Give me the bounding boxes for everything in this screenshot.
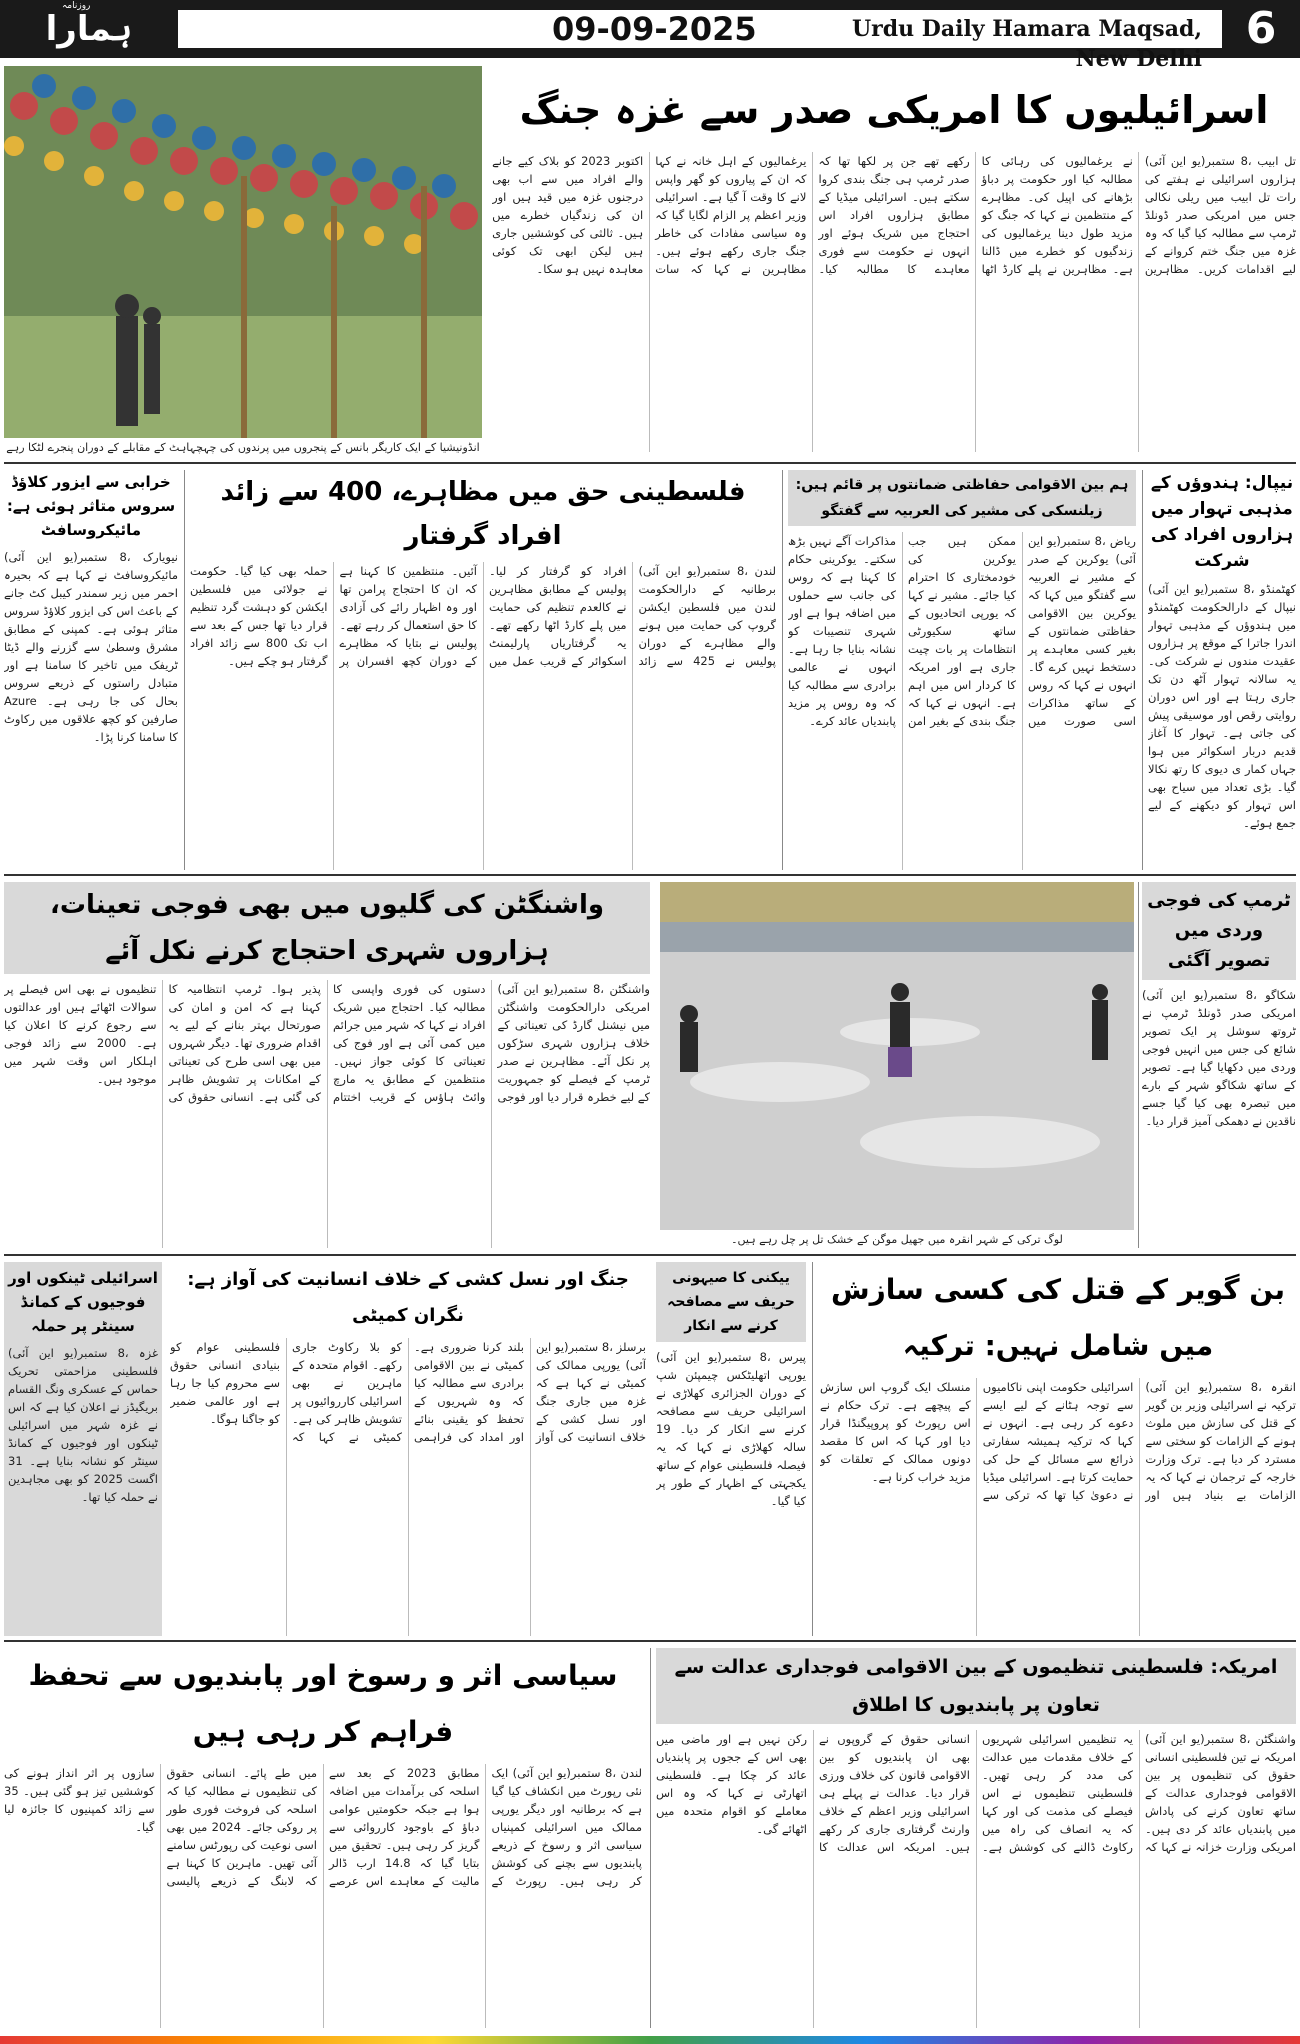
logo-block (0, 0, 178, 58)
nepal-body: کھٹمنڈو ،8 ستمبر(یو این آئی) نیپال کے دارالحکومت کھٹمنڈو میں ہندوؤں کے مذہبی تہوار اندرا جاترا کے موقع پر ہزاروں عقیدت مندوں نے شرکت کی۔ یہ سالانہ تہوار آٹھ دن تک جاری رہتا ہے اور اس دوران روایتی رقص اور موسیقی پیش کی جاتی ہے۔ تہوار کا آغاز قدیم دربار اسکوائر میں ہوا جہاں کمار ی دیوی کا رتھ نکالا گیا۔ بڑی تعداد میں سیاح بھی اس تہوار کو دیکھنے کے لیے جمع ہوئے۔ (1148, 582, 1296, 830)
divider-icc (650, 1648, 651, 2028)
washington-headline: واشنگٹن کی گلیوں میں بھی فوجی تعینات، ہزاروں شہری احتجاج کرنے نکل آئے (4, 882, 650, 974)
washington-article (4, 882, 650, 1248)
un-committee-article (170, 1262, 646, 1636)
us-icc-headline: امریکہ: فلسطینی تنظیموں کے بین الاقوامی فوجداری عدالت سے تعاون پر پابندیوں کا اطلاق (656, 1648, 1296, 1724)
nepal-article (1148, 470, 1296, 870)
israel-strike-body: غزہ ،8 ستمبر(یو این آئی) فلسطینی مزاحمتی تحریک حماس کے عسکری ونگ القسام بریگیڈز نے اعلان کیا ہے کہ اس نے غزہ شہر میں اسرائیلی ٹینکوں اور فوجیوں کے کمانڈ سینٹر کو نشانہ بنایا ہے۔ 31 اگست 2025 کو بھی مجاہدین نے حملہ کیا تھا۔ (8, 1346, 158, 1504)
masthead-bar (172, 0, 1222, 72)
footer-color-strip (0, 2036, 1300, 2044)
trump-headline: ٹرمپ کی فوجی وردی میں تصویر آگئی (1142, 882, 1296, 980)
rule-4 (4, 1640, 1296, 1642)
microsoft-body: نیویارک ،8 ستمبر(یو این آئی) مائیکروسافٹ نے کہا ہے کہ بحیرہ احمر میں زیر سمندر کیبل کٹ جانے کے باعث اس کی ایزور کلاؤڈ سروس متاثر ہوئی ہے۔ کمپنی کے مطابق مشرق وسطیٰ سے گزرنے والے ڈیٹا ٹریفک میں تاخیر کا سامنا ہے اور متبادل راستوں کے ذریعے سروس بحال کی جا رہی ہے۔ Azure صارفین کو کچھ علاقوں میں رکاوٹ کا سامنا کرنا پڑا۔ (4, 550, 178, 744)
palestine-headline: فلسطینی حق میں مظاہرے، 400 سے زائد افراد گرفتار (220, 477, 746, 551)
handshake-body: پیرس ،8 ستمبر(یو این آئی) یورپی اتھلیٹکس چیمپئن شپ کے دوران الجزائری کھلاڑی نے اسرائیلی حریف سے مصافحہ کرنے سے انکار کر دیا۔ 19 سالہ کھلاڑی نے کہا کہ یہ فیصلہ فلسطینی عوام کے ساتھ یکجہتی کے اظہار کے طور پر کیا گیا۔ (656, 1350, 806, 1508)
divider-trump (1138, 882, 1139, 1248)
influence-headline: سیاسی اثر و رسوخ اور پابندیوں سے تحفظ فراہم کر رہی ہیں (28, 1659, 618, 1748)
lake-photo (660, 882, 1134, 1230)
un-committee-headline: جنگ اور نسل کشی کے خلاف انسانیت کی آواز ہے: نگران کمیٹی (187, 1269, 629, 1326)
turkey-headline: بن گویر کے قتل کی کسی سازش میں شامل نہیں: ترکیہ (831, 1273, 1285, 1362)
un-committee-body: برسلز ،8 ستمبر(یو این آئی) یورپی ممالک کی کمیٹی نے کہا ہے کہ غزہ میں جاری جنگ اور نسل کشی کے خلاف انسانیت کی آواز بلند کرنا ضروری ہے۔ کمیٹی نے بین الاقوامی برادری سے مطالبہ کیا کہ وہ شہریوں کے تحفظ کو یقینی بنائے اور امداد کی فراہمی کو بلا رکاوٹ جاری رکھے۔ اقوام متحدہ کے ماہرین نے بھی اسرائیلی کارروائیوں پر تشویش ظاہر کی ہے۔ کمیٹی نے کہا کہ فلسطینی عوام کو بنیادی انسانی حقوق سے محروم کیا جا رہا ہے اور عالمی ضمیر کو جاگنا ہوگا۔ (170, 1340, 646, 1444)
divider-nepal (1142, 470, 1143, 870)
lead-headline: اسرائیلیوں کا امریکی صدر سے غزہ جنگ (519, 88, 1269, 132)
lead-photo-caption: انڈونیشیا کے ایک کاریگر بانس کے پنجروں میں پرندوں کی چہچہاہٹ کے مقابلے کے دوران پنجرے لٹکا رہے (6, 441, 480, 454)
washington-body: واشنگٹن ،8 ستمبر(یو این آئی) امریکی دارالحکومت واشنگٹن میں نیشنل گارڈ کی تعیناتی کے خلاف ہزاروں شہری سڑکوں پر نکل آئے۔ مظاہرین نے صدر ٹرمپ کے فیصلے کو جمہوریت کے لیے خطرہ قرار دیا اور فوجی دستوں کی فوری واپسی کا مطالبہ کیا۔ احتجاج میں شریک افراد نے کہا کہ شہر میں جرائم میں کمی آئی ہے اور فوج کی تعیناتی کا کوئی جواز نہیں۔ منتظمین کے مطابق یہ مارچ وائٹ ہاؤس کے قریب اختتام پذیر ہوا۔ ٹرمپ انتظامیہ کا کہنا ہے کہ امن و امان کی صورتحال بہتر بنانے کے لیے یہ اقدام ضروری تھا۔ دیگر شہروں میں بھی اسی طرح کی تعیناتی کے امکانات پر تشویش ظاہر کی گئی ہے۔ انسانی حقوق کی تنظیموں نے بھی اس فیصلے پر سوالات اٹھائے ہیں اور عدالتوں سے رجوع کرنے کا اعلان کیا ہے۔ 2000 سے زائد فوجی اہلکار اس وقت شہر میں موجود ہیں۔ (4, 982, 650, 1104)
dry-lake-illustration (660, 882, 1134, 1230)
newspaper-logo: ہمارا (45, 9, 133, 49)
microsoft-headline: خرابی سے ایزور کلاؤڈ سروس متاثر ہوئی ہے: مائیکروسافٹ (6, 473, 176, 539)
rule-3 (4, 1254, 1296, 1256)
lead-body: تل ابیب ،8 ستمبر(یو این آئی) ہزاروں اسرائیلی نے ہفتے کی رات تل ابیب میں ریلی نکالی جس میں امریکی صدر ڈونلڈ ٹرمپ سے مطالبہ کیا گیا کہ وہ غزہ میں جنگ ختم کروانے کے لیے اقدامات کریں۔ مظاہرین نے یرغمالیوں کی رہائی کا مطالبہ کیا اور حکومت پر دباؤ بڑھانے کی اپیل کی۔ مظاہرے کے منتظمین نے کہا کہ جنگ کو مزید طول دینا یرغمالیوں کی زندگیوں کو خطرے میں ڈالنا ہے۔ مظاہرین نے پلے کارڈ اٹھا رکھے تھے جن پر لکھا تھا کہ صدر ٹرمپ ہی جنگ بندی کروا سکتے ہیں۔ اسرائیلی میڈیا کے مطابق ہزاروں افراد اس احتجاج میں شریک ہوئے اور انہوں نے حکومت سے فوری معاہدے کا مطالبہ کیا۔ یرغمالیوں کے اہل خانہ نے کہا کہ ان کے پیاروں کو گھر واپس لانے کا وقت آ گیا ہے۔ اسرائیلی وزیر اعظم پر الزام لگایا گیا کہ وہ سیاسی مفادات کی خاطر جنگ جاری رکھے ہوئے ہیں۔ مظاہرین نے کہا کہ سات اکتوبر 2023 کو بلاک کیے جانے والے افراد میں سے اب بھی درجنوں غزہ میں قید ہیں اور ان کی زندگیاں خطرے میں ہیں۔ ثالثی کی کوششیں جاری ہیں لیکن ابھی تک کوئی معاہدہ نہیں ہو سکا۔ (492, 154, 1296, 276)
microsoft-article (4, 470, 178, 870)
masthead (0, 0, 1300, 72)
bird-cages-illustration (4, 66, 482, 438)
zelensky-article (788, 470, 1136, 870)
divider-palestine (184, 470, 185, 870)
rule-1 (4, 462, 1296, 464)
zelensky-body: ریاض ،8 ستمبر(یو این آئی) یوکرین کے صدر کے مشیر نے العربیہ سے گفتگو میں کہا کہ یوکرین بین الاقوامی حفاظتی ضمانتوں کے بغیر کسی معاہدے پر دستخط نہیں کرے گا۔ انہوں نے کہا کہ روس کے ساتھ مذاکرات اسی صورت میں ممکن ہیں جب یوکرین کی خودمختاری کا احترام کیا جائے۔ مشیر نے کہا کہ یورپی اتحادیوں کے ساتھ سکیورٹی انتظامات پر بات چیت جاری ہے اور امریکہ کا کردار اس میں اہم ہے۔ انہوں نے کہا کہ جنگ بندی کے بغیر امن مذاکرات آگے نہیں بڑھ سکتے۔ یوکرینی حکام کا کہنا ہے کہ روس کی جانب سے حملوں میں اضافہ ہوا ہے اور شہری تنصیبات کو نشانہ بنایا جا رہا ہے۔ انہوں نے عالمی برادری سے مطالبہ کیا کہ وہ روس پر مزید پابندیاں عائد کرے۔ (788, 534, 1136, 728)
us-icc-body: واشنگٹن ،8 ستمبر(یو این آئی) امریکہ نے تین فلسطینی انسانی حقوق کی تنظیموں پر بین الاقوامی فوجداری عدالت کے ساتھ تعاون کرنے کی پاداش میں پابندیاں عائد کر دی ہیں۔ امریکی وزارت خزانہ نے کہا کہ یہ تنظیمیں اسرائیلی شہریوں کے خلاف مقدمات میں عدالت کی مدد کر رہی تھیں۔ فلسطینی تنظیموں نے اس فیصلے کی مذمت کی اور کہا کہ یہ انصاف کی راہ میں رکاوٹ ڈالنے کی کوشش ہے۔ انسانی حقوق کے گروپوں نے بھی ان پابندیوں کو بین الاقوامی قانون کی خلاف ورزی قرار دیا۔ عدالت نے پہلے ہی اسرائیلی وزیر اعظم کے خلاف وارنٹ گرفتاری جاری کر رکھے ہیں۔ امریکہ اس عدالت کا رکن نہیں ہے اور ماضی میں بھی اس کے ججوں پر پابندیاں عائد کر چکا ہے۔ فلسطینی اتھارٹی نے کہا کہ وہ اس معاملے کو اقوام متحدہ میں اٹھائے گی۔ (656, 1732, 1296, 1854)
trump-article (1142, 882, 1296, 1248)
logo-tag: روزنامہ (62, 1, 91, 11)
nepal-headline: نیپال: ہندوؤں کے مذہبی تہوار میں ہزاروں افراد کی شرکت (1150, 473, 1294, 571)
lake-photo-caption: لوگ ترکی کے شہر انقرہ میں جھیل موگن کے خشک تل پر چل رہے ہیں۔ (731, 1233, 1063, 1246)
turkey-article (820, 1262, 1296, 1636)
palestine-article (190, 470, 776, 870)
influence-article (4, 1648, 642, 2028)
us-icc-article (656, 1648, 1296, 2028)
handshake-article (656, 1262, 806, 1636)
rule-2 (4, 874, 1296, 876)
influence-body: لندن ،8 ستمبر(یو این آئی) ایک نئی رپورٹ میں انکشاف کیا گیا ہے کہ برطانیہ اور دیگر یورپی ممالک میں اسرائیلی کمپنیاں سیاسی اثر و رسوخ کے ذریعے پابندیوں سے بچنے کی کوشش کر رہی ہیں۔ رپورٹ کے مطابق 2023 کے بعد سے اسلحہ کی برآمدات میں اضافہ ہوا ہے جبکہ حکومتیں عوامی دباؤ کے باوجود کارروائی سے گریز کر رہی ہیں۔ تحقیق میں بتایا گیا کہ 14.8 ارب ڈالر مالیت کے معاہدے اس عرصے میں طے پائے۔ انسانی حقوق کی تنظیموں نے مطالبہ کیا کہ اسلحہ کی فروخت فوری طور پر روکی جائے۔ 2024 میں بھی اسی نوعیت کی رپورٹس سامنے آئی تھیں۔ ماہرین کا کہنا ہے کہ لابنگ کے ذریعے پالیسی سازوں پر اثر انداز ہونے کی کوششیں تیز ہو گئی ہیں۔ 35 سے زائد کمپنیوں کا جائزہ لیا گیا۔ (4, 1766, 642, 1888)
lead-photo (4, 66, 482, 438)
masthead-bar-top (172, 0, 1222, 10)
palestine-body: لندن ،8 ستمبر(یو این آئی) برطانیہ کے دارالحکومت لندن میں فلسطین ایکشن گروپ کی حمایت میں ہونے والے مظاہرے کے دوران پولیس نے 425 سے زائد افراد کو گرفتار کر لیا۔ پولیس کے مطابق مظاہرین نے کالعدم تنظیم کی حمایت میں پلے کارڈ اٹھا رکھے تھے۔ یہ گرفتاریاں پارلیمنٹ اسکوائر کے قریب عمل میں آئیں۔ منتظمین کا کہنا ہے کہ ان کا احتجاج پرامن تھا اور وہ اظہار رائے کی آزادی کا حق استعمال کر رہے تھے۔ پولیس نے بتایا کہ مظاہرے کے دوران کچھ افسران پر حملہ بھی کیا گیا۔ حکومت نے جولائی میں فلسطین ایکشن کو دہشت گرد تنظیم قرار دیا تھا جس کے بعد سے اب تک 800 سے زائد افراد گرفتار ہو چکے ہیں۔ (190, 564, 776, 668)
israel-strike-article (4, 1262, 162, 1636)
divider-handshake (812, 1262, 813, 1636)
paper-name: Urdu Daily Hamara Maqsad, New Delhi (851, 16, 1202, 72)
issue-date: 09-09-2025 (552, 10, 757, 48)
turkey-body: انقرہ ،8 ستمبر(یو این آئی) ترکیہ نے اسرائیلی وزیر بن گویر کے قتل کی سازش میں ملوث ہونے کے الزامات کو سختی سے مسترد کر دیا ہے۔ ترک وزارت خارجہ کے ترجمان نے کہا کہ یہ الزامات بے بنیاد ہیں اور اسرائیلی حکومت اپنی ناکامیوں سے توجہ ہٹانے کے لیے ایسے دعوے کر رہی ہے۔ انہوں نے کہا کہ ترکیہ ہمیشہ سفارتی ذرائع سے مسائل کے حل کی حمایت کرتا ہے۔ اسرائیلی میڈیا نے دعویٰ کیا تھا کہ ترکی سے منسلک ایک گروپ اس سازش کے پیچھے ہے۔ ترک حکام نے اس رپورٹ کو پروپیگنڈا قرار دیا اور کہا کہ اس کا مقصد دونوں ممالک کے تعلقات کو مزید خراب کرنا ہے۔ (820, 1380, 1296, 1502)
divider-zelensky (782, 470, 783, 870)
israel-strike-headline: اسرائیلی ٹینکوں اور فوجیوں کے کمانڈ سینٹر پر حملہ (8, 1269, 158, 1335)
handshake-headline: ییکنی کا صیہونی حریف سے مصافحہ کرنے سے انکار (656, 1262, 806, 1342)
page-number: 6 (1222, 0, 1300, 58)
trump-body: شکاگو ،8 ستمبر(یو این آئی) امریکی صدر ڈونلڈ ٹرمپ نے ٹروتھ سوشل پر ایک تصویر شائع کی جس میں انہیں فوجی وردی میں دکھایا گیا ہے۔ تصویر کے ساتھ شکاگو شہر کے بارے میں تبصرہ بھی کیا گیا جسے ناقدین نے دھمکی آمیز قرار دیا۔ (1142, 988, 1296, 1128)
zelensky-headline: ہم بین الاقوامی حفاظتی ضمانتوں پر قائم ہیں: زیلنسکی کی مشیر کی العربیہ سے گفتگو (788, 470, 1136, 526)
